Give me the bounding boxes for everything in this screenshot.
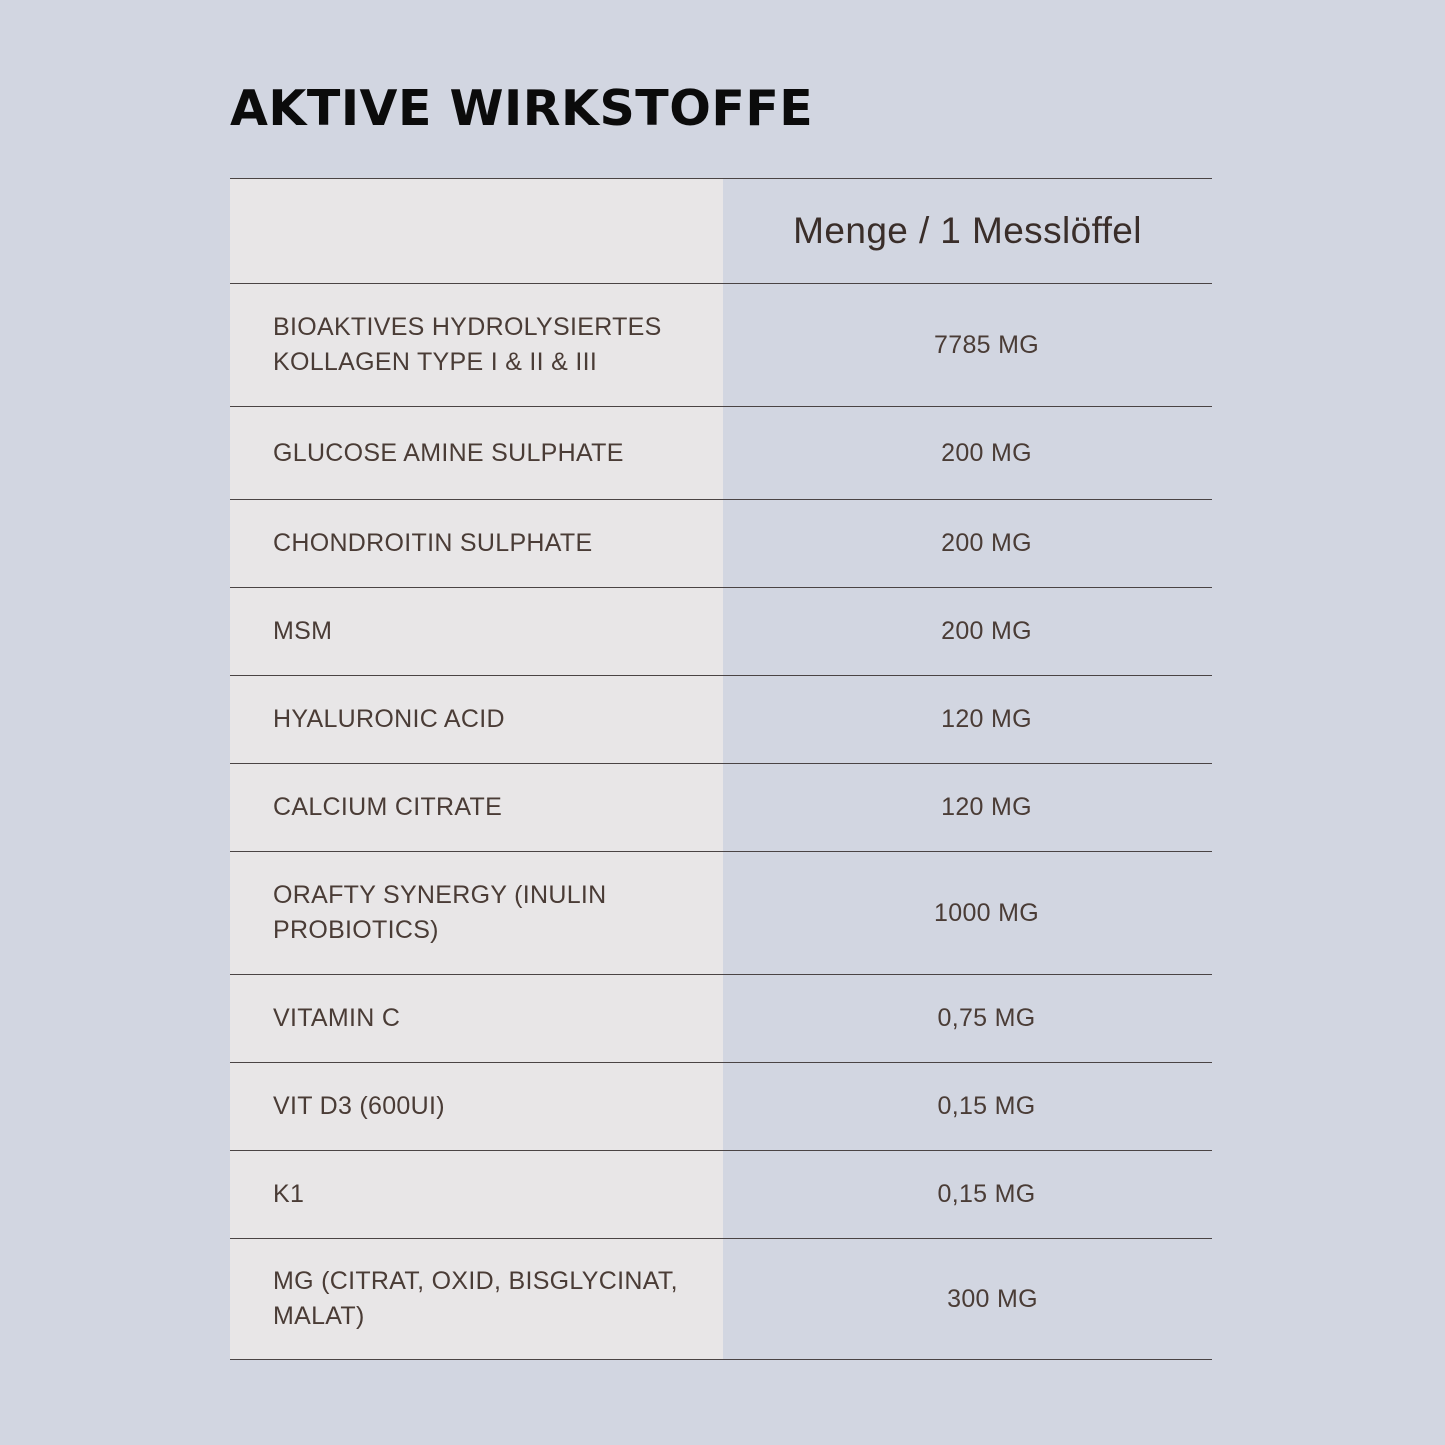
ingredients-table — [230, 178, 1212, 1360]
ingredient-name: HYALURONIC ACID — [230, 676, 723, 763]
table-row — [230, 1151, 1212, 1239]
table-row — [230, 852, 1212, 975]
table-row — [230, 764, 1212, 852]
ingredient-amount: 300 MG — [947, 1284, 1038, 1313]
ingredient-amount: 0,75 MG — [937, 1004, 1036, 1032]
table-header-row — [230, 179, 1212, 284]
ingredient-name: VITAMIN C — [230, 975, 723, 1062]
header-amount-cell: Menge / 1 Messlöffel — [793, 210, 1142, 251]
table-row — [230, 407, 1212, 500]
ingredient-amount: 1000 MG — [934, 898, 1039, 927]
table-row — [230, 975, 1212, 1063]
ingredient-amount: 0,15 MG — [937, 1180, 1036, 1208]
ingredient-name: CALCIUM CITRATE — [230, 764, 723, 851]
ingredient-name: VIT D3 (600UI) — [230, 1063, 723, 1150]
ingredient-name: BIOAKTIVES HYDROLYSIERTES KOLLAGEN TYPE I & II & III — [230, 284, 723, 406]
ingredient-name: GLUCOSE AMINE SULPHATE — [230, 407, 723, 499]
table-row — [230, 676, 1212, 764]
table-row — [230, 500, 1212, 588]
ingredient-name: CHONDROITIN SULPHATE — [230, 500, 723, 587]
table-row — [230, 1063, 1212, 1151]
ingredient-name: MG (CITRAT, OXID, BISGLYCINAT, MALAT) — [230, 1239, 723, 1359]
ingredient-name: K1 — [230, 1151, 723, 1238]
table-row — [230, 284, 1212, 407]
ingredient-amount: 120 MG — [941, 705, 1032, 733]
ingredient-amount: 200 MG — [941, 438, 1032, 467]
table-row — [230, 588, 1212, 676]
ingredient-name: MSM — [230, 588, 723, 675]
ingredient-name: ORAFTY SYNERGY (INULIN PROBIOTICS) — [230, 852, 723, 974]
ingredient-amount: 200 MG — [941, 617, 1032, 645]
header-name-cell — [230, 179, 723, 283]
page-title: AKTIVE WIRKSTOFFE — [230, 80, 814, 137]
ingredient-amount: 7785 MG — [934, 330, 1039, 359]
ingredient-amount: 200 MG — [941, 529, 1032, 557]
table-row — [230, 1239, 1212, 1360]
ingredient-amount: 0,15 MG — [937, 1092, 1036, 1120]
ingredient-amount: 120 MG — [941, 793, 1032, 821]
